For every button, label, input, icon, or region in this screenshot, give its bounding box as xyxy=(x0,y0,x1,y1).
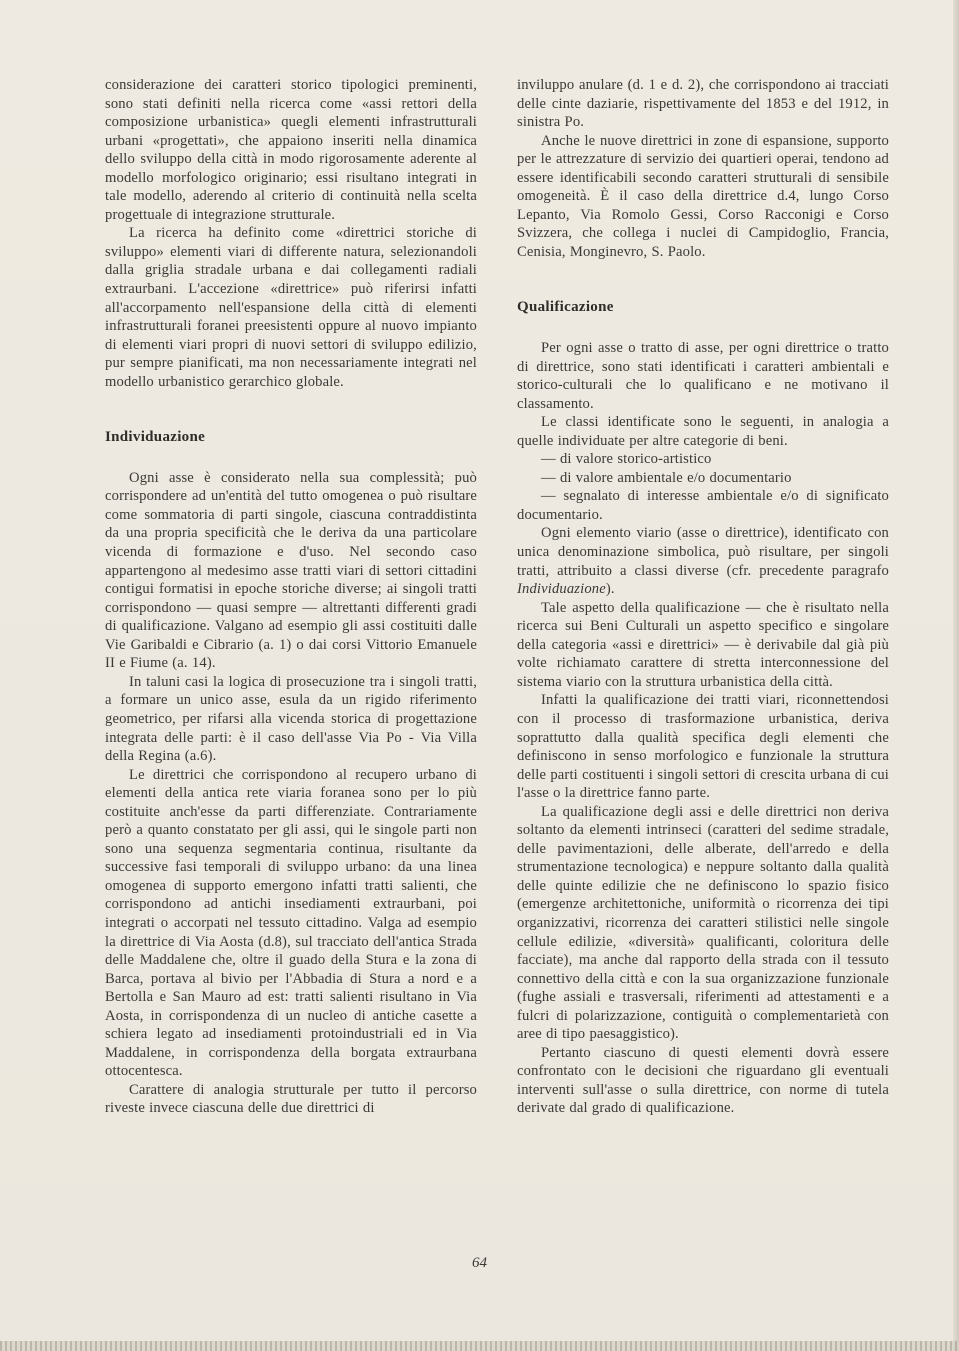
paragraph: Infatti la qualificazione dei tratti viari, riconnettendosi con il processo di trasformazione urbanistica, deriva soprattutto dalla qualità specifica degli elementi che definiscono in senso morfologico e funzionale la struttura delle parti costituenti i singoli settori di crescita urbana di cui l'asse o la direttrice fanno parte. xyxy=(517,692,889,802)
paragraph: Anche le nuove direttrici in zone di espansione, supporto per le attrezzature di servizio dei quartieri operai, tendono ad essere identificabili secondo caratteri strutturali di sensibile omogeneità. È il caso della direttrice d.4, lungo Corso Lepanto, Via Romolo Gessi, Corso Racconigi e Corso Svizzera, che collega i nuclei di Campidoglio, Francia, Cenisia, Monginevro, S. Paolo. xyxy=(517,132,889,260)
paragraph: La qualificazione degli assi e delle direttrici non deriva soltanto da elementi intrinseci (caratteri del sedime stradale, delle pavimentazioni, delle alberate, dell'arredo e della strumentazione tecnologica) e neppure soltanto dalla qualità delle quinte edilizie che ne definiscono lo spazio fisico (emergenze architettoniche, uniformità o ricorrenza dei tipi organizzativi, ricorrenza dei caratteri stilistici nelle singole cellule edilizie, «diversità» qualificanti, coloritura delle facciate), ma anche dal rapporto della strada con il tessuto connettivo della città e con la sua organizzazione funzionale (fughe assiali e trasversali, riferimenti ad attestamenti e a fulcri di polarizzazione, contiguità o complementarietà con aree di tipo paesaggistico). xyxy=(517,803,889,1043)
spacer xyxy=(105,447,477,469)
paragraph-text: Ogni elemento viario (asse o direttrice), identificato con unica denominazione simbolica, può risultare, per singoli tratti, attribuito a classi diverse (cfr. precedente paragrafo xyxy=(517,525,889,579)
spacer xyxy=(105,391,477,428)
page-edge-shadow xyxy=(953,0,959,1351)
paragraph: inviluppo anulare (d. 1 e d. 2), che corrispondono ai tracciati delle cinte daziarie, rispettivamente del 1853 e del 1912, in sinistra Po. xyxy=(517,77,889,131)
section-heading-individuazione: Individuazione xyxy=(105,429,206,446)
page-number: 64 xyxy=(472,1255,487,1271)
list-item: — segnalato di interesse ambientale e/o di significato documentario. xyxy=(517,488,889,523)
paragraph: Per ogni asse o tratto di asse, per ogni direttrice o tratto di direttrice, sono stati identificati i caratteri ambientali e storico-culturali che lo qualificano e ne motivano il classamento. xyxy=(517,340,889,412)
list-item: — di valore ambientale e/o documentario xyxy=(541,469,792,486)
paragraph: Carattere di analogia strutturale per tutto il percorso riveste invece ciascuna delle due direttrici di xyxy=(105,1081,477,1117)
paragraph: Tale aspetto della qualificazione — che è risultato nella ricerca sui Beni Culturali un aspetto specifico e singolare della categoria «assi e direttrici» — è derivabile dal già più volte richiamato carattere di stretta interconnessione del sistema viario con la struttura urbanistica della città. xyxy=(517,599,889,690)
paragraph: La ricerca ha definito come «direttrici storiche di sviluppo» elementi viari di differente natura, selezionandoli dalla griglia stradale urbana e dai collegamenti radiali extraurbani. L'accezione «direttrice» può riferirsi infatti all'accorpamento nell'espansione della città di elementi infrastrutturali foranei preesistenti oppure al nuovo impianto di elementi viari propri di nuovi settori di sviluppo edilizio, pur sempre pianificati, ma non necessariamente integrati nel modello urbanistico gerarchico globale. xyxy=(105,225,477,390)
paragraph: In taluni casi la logica di prosecuzione tra i singoli tratti, a formare un unico asse, esula da un rigido riferimento geometrico, per rifarsi alla vicenda storica di progettazione integrata delle parti: è il caso dell'asse Via Po - Via Villa della Regina (a.6). xyxy=(105,673,477,765)
paragraph: Le direttrici che corrispondono al recupero urbano di elementi della antica rete viaria foranea sono per lo più costituite anch'esse da parti differenziate. Contrariamente però a quanto constatato per gli assi, qui le singole parti non sono una sequenza segmentaria continua, risultante da successive fasi temporali di sviluppo urbano: da una linea omogenea di supporto emergono infatti tratti salienti, che corrispondono ad antichi insediamenti extraurbani, poi integrati o accorpati nel tessuto cittadino. Valga ad esempio la direttrice di Via Aosta (d.8), sul tracciato dell'antica Strada delle Maddalene che, oltre il guado della Stura e la zona di Barca, portava al bivio per l'Abbadia di Stura a nord e a Bertolla e San Mauro ad est: tratti salienti risultano in Via Aosta, in corrispondenza di un nucleo di antiche casette a schiera legato ad insediamenti protoindustriali ed in Via Maddalene, in corrispondenza della borgata extraurbana ottocentesca. xyxy=(105,766,477,1080)
spacer xyxy=(517,261,889,298)
right-text-column xyxy=(517,76,889,1118)
paragraph: Pertanto ciascuno di questi elementi dovrà essere confrontato con le decisioni che riguardano gli eventuali interventi sull'asse o sulla direttrice, con norme di tutela derivate dal grado di qualificazione. xyxy=(517,1044,889,1117)
paragraph: considerazione dei caratteri storico tipologici preminenti, sono stati definiti nella ricerca come «assi rettori della composizione urbanistica» quegli elementi infrastrutturali urbani «progettati», che appaiono inseriti nella dinamica dello sviluppo della città in modo rigorosamente aderente al modello morfologico originario; essi risultano integrati in tale modello, aderendo al criterio di continuità nella scelta progettuale di integrazione strutturale. xyxy=(105,77,477,223)
section-heading-qualificazione: Qualificazione xyxy=(517,299,614,316)
paragraph: Le classi identificate sono le seguenti, in analogia a quelle individuate per altre categorie di beni. xyxy=(517,414,889,449)
spacer xyxy=(517,317,889,339)
left-text-column xyxy=(105,76,477,1118)
scan-bottom-edge xyxy=(0,1341,959,1351)
paragraph: Ogni asse è considerato nella sua complessità; può corrispondere ad un'entità del tutto omogenea o può risultare come sommatoria di parti singole, ciascuna contraddistinta da una propria specificità che le deriva da una particolare vicenda di formazione e d'uso. Nel secondo caso appartengono al medesimo asse tratti viari di settori cittadini contigui formatisi in epoche storiche diverse; ai singoli tratti corrispondono — quasi sempre — altrettanti differenti gradi di qualificazione. Valgano ad esempio gli assi costituiti dalle Vie Garibaldi e Cibrario (a. 1) o dai corsi Vittorio Emanuele II e Fiume (a. 14). xyxy=(105,469,477,672)
paragraph-text: ). xyxy=(605,581,615,598)
italic-reference: Individuazione xyxy=(517,581,606,598)
list-item: — di valore storico-artistico xyxy=(541,451,712,468)
paragraph xyxy=(517,524,889,598)
